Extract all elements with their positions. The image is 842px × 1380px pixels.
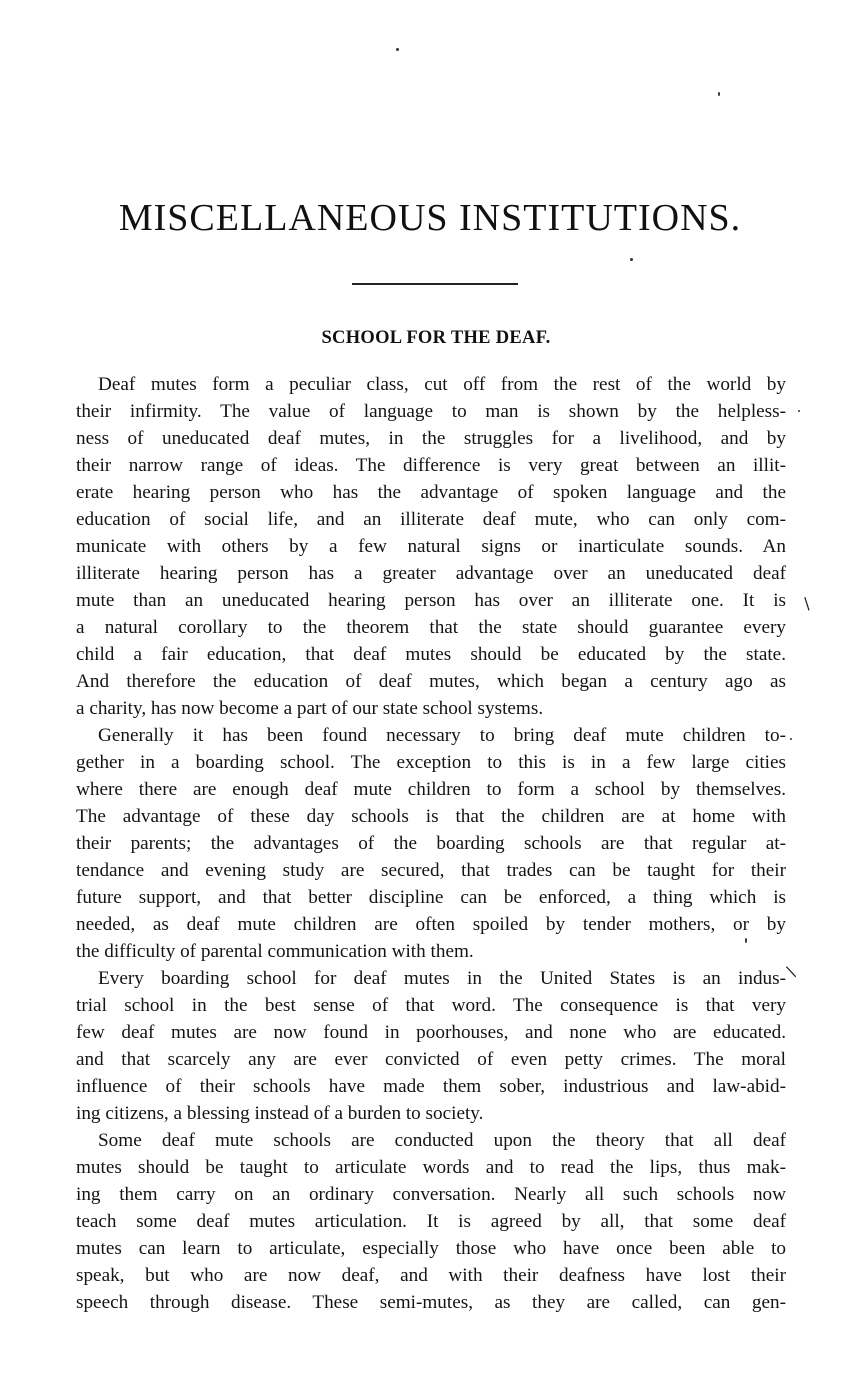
text-line: ing them carry on an ordinary conversation. Nearly all such schools now (76, 1184, 786, 1205)
text-line: speak, but who are now deaf, and with their deafness have lost their (76, 1265, 786, 1286)
scan-speck (718, 92, 720, 96)
page-title: MISCELLANEOUS INSTITUTIONS. (118, 197, 742, 239)
text-line: ing citizens, a blessing instead of a burden to society. (76, 1103, 484, 1124)
scan-speck (790, 738, 792, 740)
text-line: where there are enough deaf mute children to form a school by themselves. (76, 779, 786, 800)
text-line: the difficulty of parental communication with them. (76, 941, 474, 962)
body-text (68, 371, 786, 1316)
text-line: mutes should be taught to articulate words and to read the lips, thus mak- (76, 1157, 786, 1178)
text-line: future support, and that better discipline can be enforced, a thing which is (76, 887, 786, 908)
text-line: mutes can learn to articulate, especially those who have once been able to (76, 1238, 786, 1259)
margin-tick-mark: / (799, 594, 815, 613)
scan-speck (798, 410, 800, 412)
text-line: speech through disease. These semi-mutes, as they are called, can gen- (76, 1292, 786, 1313)
text-line: municate with others by a few natural signs or inarticulate sounds. An (76, 536, 786, 557)
text-line: a natural corollary to the theorem that the state should guarantee every (76, 617, 786, 638)
text-line: influence of their schools have made them sober, industrious and law-abid- (76, 1076, 786, 1097)
text-line: their infirmity. The value of language to man is shown by the helpless- (76, 401, 786, 422)
text-line: child a fair education, that deaf mutes should be educated by the state. (76, 644, 786, 665)
text-line: illiterate hearing person has a greater advantage over an uneducated deaf (76, 563, 786, 584)
scan-speck (630, 258, 633, 261)
title-divider (352, 283, 518, 285)
text-line: a charity, has now become a part of our state school systems. (76, 698, 544, 719)
scan-speck (396, 48, 399, 51)
text-line: tendance and evening study are secured, that trades can be taught for their (76, 860, 786, 881)
text-line: erate hearing person who has the advantage of spoken language and the (76, 482, 786, 503)
text-line: Every boarding school for deaf mutes in the United States is an indus- (98, 968, 786, 989)
text-line: their parents; the advantages of the boarding schools are that regular at- (76, 833, 786, 854)
text-line: their narrow range of ideas. The difference is very great between an illit- (76, 455, 786, 476)
text-line: mute than an uneducated hearing person has over an illiterate one. It is (76, 590, 786, 611)
text-line: And therefore the education of deaf mutes, which began a century ago as (76, 671, 786, 692)
text-line: needed, as deaf mute children are often spoiled by tender mothers, or by (76, 914, 786, 935)
text-line: ness of uneducated deaf mutes, in the struggles for a livelihood, and by (76, 428, 786, 449)
text-line: education of social life, and an illiterate deaf mute, who can only com- (76, 509, 786, 530)
section-heading: SCHOOL FOR THE DEAF. (321, 328, 551, 348)
text-line: Generally it has been found necessary to bring deaf mute children to- (98, 725, 786, 746)
text-line: few deaf mutes are now found in poorhouses, and none who are educated. (76, 1022, 786, 1043)
text-line: gether in a boarding school. The exception to this is in a few large cities (76, 752, 786, 773)
text-line: teach some deaf mutes articulation. It is agreed by all, that some deaf (76, 1211, 786, 1232)
text-line: Some deaf mute schools are conducted upon the theory that all deaf (98, 1130, 786, 1151)
margin-tick-mark: / (781, 964, 801, 979)
text-line: Deaf mutes form a peculiar class, cut off from the rest of the world by (98, 374, 786, 395)
text-line: trial school in the best sense of that word. The consequence is that very (76, 995, 786, 1016)
text-line: and that scarcely any are ever convicted of even petty crimes. The moral (76, 1049, 786, 1070)
text-line: The advantage of these day schools is that the children are at home with (76, 806, 786, 827)
